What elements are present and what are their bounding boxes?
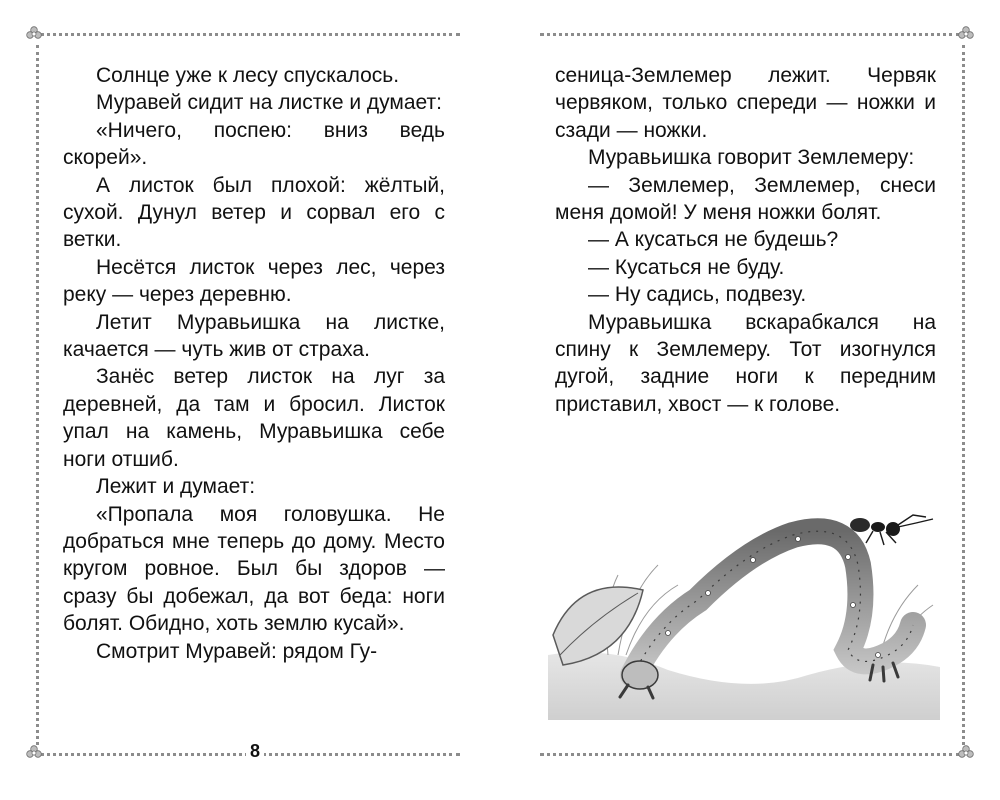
ant xyxy=(850,515,933,545)
paragraph: «Пропала моя головушка. Не добраться мне теперь до дому. Место кругом ровное. Был бы здоров — сразу бы добежал, да вот беда: ноги болят. Обидно, хоть землю кусай». xyxy=(63,502,445,636)
paragraph: «Ничего, поспею: вниз ведь скорей». xyxy=(63,118,445,170)
paragraph: сеница-Землемер лежит. Червяк червяком, только спереди — ножки и сзади — ножки. xyxy=(555,64,936,142)
left-border xyxy=(36,45,39,745)
paragraph: Солнце уже к лесу спускалось. xyxy=(96,64,400,87)
paragraph: — Землемер, Землемер, снеси меня домой! У меня ножки болят. xyxy=(555,173,936,225)
paragraph: А листок был плохой: жёлтый, сухой. Дунул ветер и сорвал его с ветки. xyxy=(63,173,445,252)
corner-flower-icon xyxy=(958,26,974,42)
paragraph: Несётся листок через лес, через реку — через деревню. xyxy=(63,255,445,307)
paragraph: Муравей сидит на листке и думает: xyxy=(96,91,442,115)
caterpillar-body xyxy=(633,531,913,675)
top-border xyxy=(540,33,960,36)
paragraph: Муравьишка вскарабкался на спину к Землемеру. Тот изогнулся дугой, задние ноги к передним приставил, хвост — к голове. xyxy=(555,310,936,416)
bottom-border xyxy=(540,753,960,756)
paragraph: Смотрит Муравей: рядом Гу- xyxy=(96,639,378,663)
paragraph: Муравьишка говорит Землемеру: xyxy=(588,146,915,170)
paragraph: Летит Муравьишка на листке, качается — чуть жив от страха. xyxy=(63,310,445,362)
corner-flower-icon xyxy=(26,745,42,761)
right-border xyxy=(962,45,965,745)
paragraph: — А кусаться не будешь? xyxy=(588,228,839,252)
corner-flower-icon xyxy=(26,26,42,42)
corner-flower-icon xyxy=(958,745,974,761)
left-page-text xyxy=(63,62,445,665)
paragraph: Лежит и думает: xyxy=(96,475,256,499)
page-number: 8 xyxy=(246,741,264,762)
paragraph: Занёс ветер листок на луг за деревней, да там и бросил. Листок упал на камень, Муравьишка себе ноги отшиб. xyxy=(63,365,445,471)
top-border xyxy=(40,33,460,36)
caterpillar-with-ant-illustration xyxy=(548,505,940,720)
right-page-text xyxy=(555,62,936,418)
paragraph: — Ну садись, подвезу. xyxy=(588,283,807,307)
paragraph: — Кусаться не буду. xyxy=(588,255,785,279)
